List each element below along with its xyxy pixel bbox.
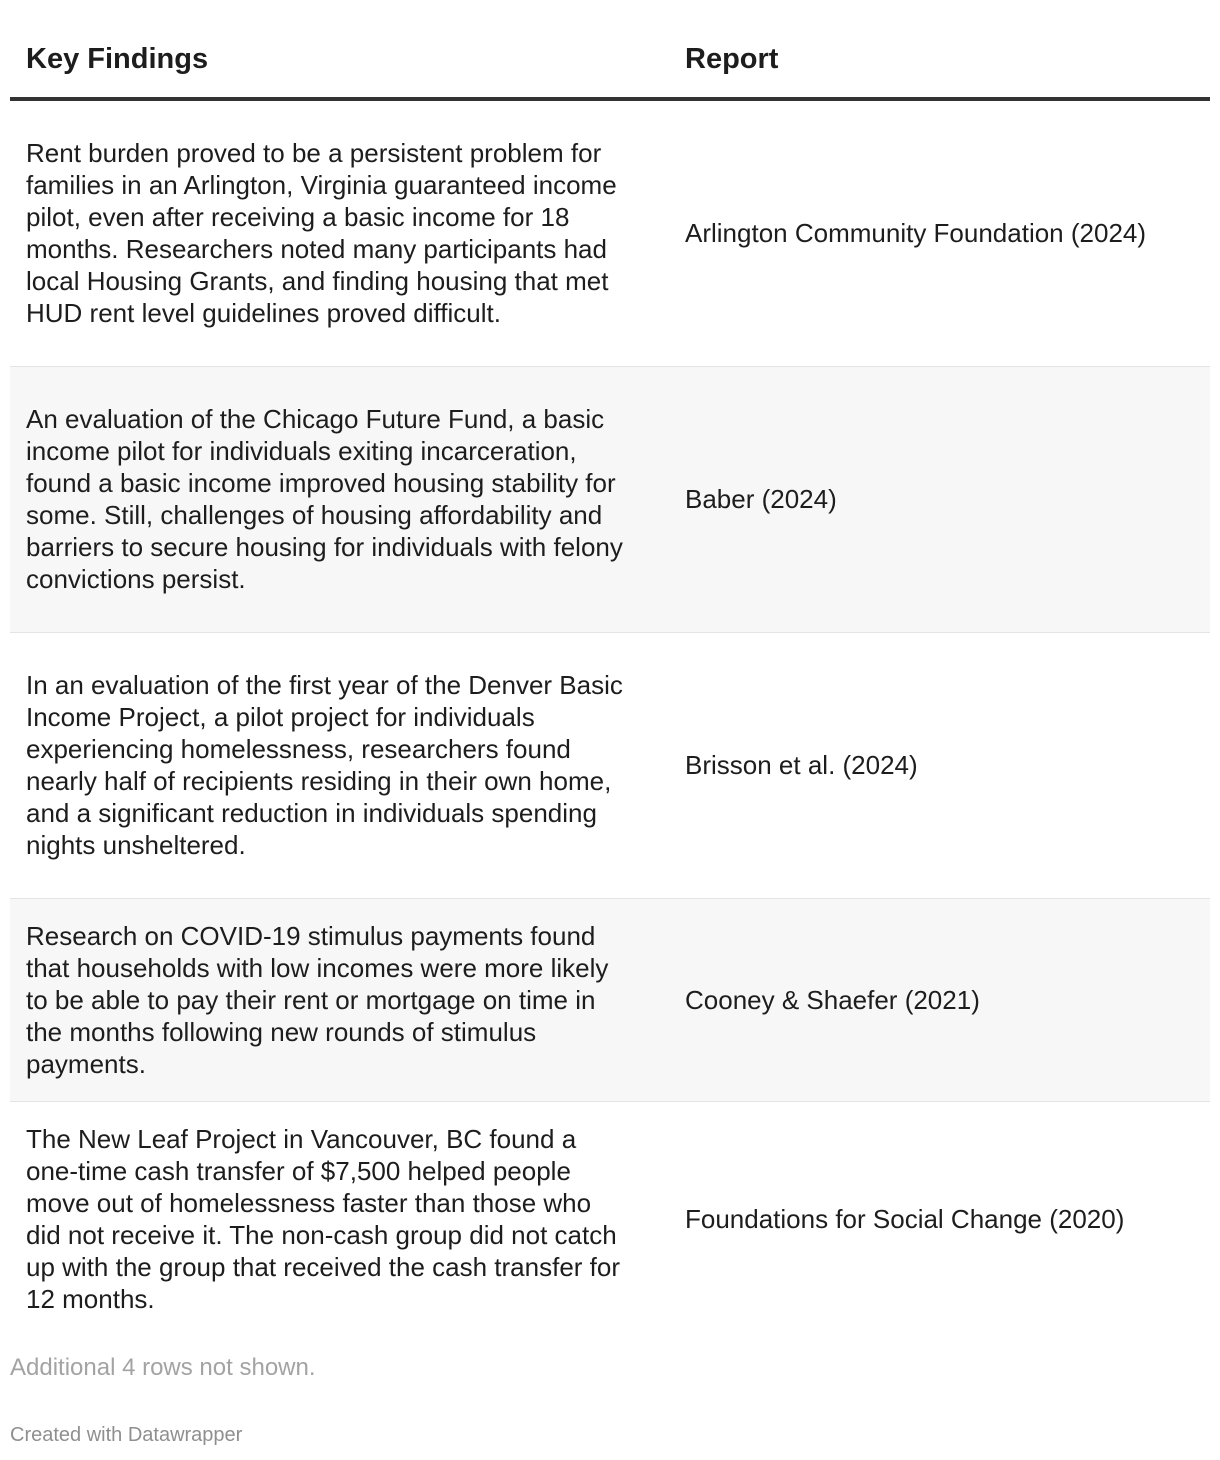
- finding-cell: An evaluation of the Chicago Future Fund, a basic income pilot for individuals exiting incarceration, found a basic income improved housing stability for some. Still, challenges of housing affordability and barriers to secure housing for individuals with felony convictions persist.: [26, 404, 623, 594]
- table-row: [10, 898, 1210, 1101]
- finding-cell: In an evaluation of the first year of the Denver Basic Income Project, a pilot project for individuals experiencing homelessness, researchers found nearly half of recipients residing in their own home, and a significant reduction in individuals spending nights unsheltered.: [26, 670, 623, 860]
- table-container: [10, 0, 1210, 1336]
- datawrapper-credit[interactable]: Created with Datawrapper: [10, 1424, 243, 1446]
- report-cell: Baber (2024): [685, 484, 837, 514]
- report-cell: Arlington Community Foundation (2024): [685, 218, 1147, 249]
- findings-table: [10, 0, 1210, 1336]
- table-header: [10, 0, 1210, 99]
- table-row: [10, 366, 1210, 632]
- finding-cell: Research on COVID-19 stimulus payments found that households with low incomes were more likely to be able to pay their rent or mortgage on time in the months following new rounds of stimulus payments.: [26, 920, 609, 1079]
- column-header-report[interactable]: Report: [669, 0, 1210, 99]
- report-cell: Cooney & Shaefer (2021): [685, 984, 980, 1015]
- finding-cell: Rent burden proved to be a persistent problem for families in an Arlington, Virginia guaranteed income pilot, even after receiving a basic income for 18 months. Researchers noted many participants had local Housing Grants, and finding housing that met HUD rent level guidelines proved difficult.: [26, 138, 617, 329]
- table-body: [10, 99, 1210, 1336]
- table-row: [10, 1101, 1210, 1336]
- table-row: [10, 632, 1210, 898]
- report-cell: Foundations for Social Change (2020): [685, 1203, 1125, 1234]
- column-header-key-findings[interactable]: Key Findings: [10, 0, 669, 99]
- finding-cell: The New Leaf Project in Vancouver, BC found a one-time cash transfer of $7,500 helped people move out of homelessness faster than those who did not receive it. The non-cash group did not catch up with the group that received the cash transfer for 12 months.: [26, 1123, 621, 1314]
- table-row: [10, 99, 1210, 366]
- header-row: [10, 0, 1210, 99]
- rows-not-shown-note: Additional 4 rows not shown.: [10, 1354, 316, 1381]
- report-cell: Brisson et al. (2024): [685, 750, 918, 780]
